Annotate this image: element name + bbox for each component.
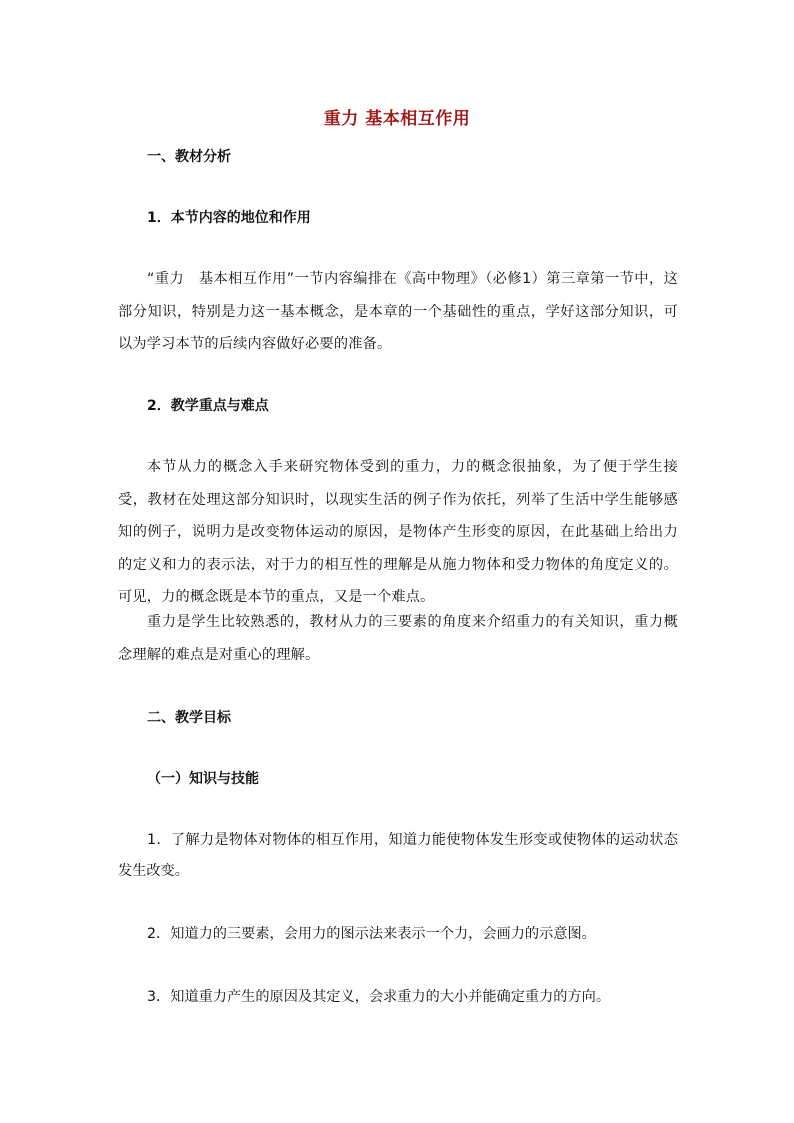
subheading-position-and-role: 1．本节内容的地位和作用 xyxy=(147,210,311,226)
list-item: 2．知道力的三要素，会用力的图示法来表示一个力，会画力的示意图。 xyxy=(147,926,596,942)
section-heading-teaching-objectives: 二、教学目标 xyxy=(147,710,231,726)
subheading-key-and-difficult-points: 2．教学重点与难点 xyxy=(147,398,269,414)
list-item: 3．知道重力产生的原因及其定义，会求重力的大小并能确定重力的方向。 xyxy=(147,989,611,1005)
paragraph-gravity-difficulty: 重力是学生比较熟悉的，教材从力的三要素的角度来介绍重力的有关知识，重力概念理解的难点是对重心的理解。 xyxy=(118,614,678,663)
paragraph-position-and-role: “重力 基本相互作用”一节内容编排在《高中物理》（必修1）第三章第一节中，这部分知识，特别是力这一基本概念，是本章的一个基础性的重点，学好这部分知识，可以为学习本节的后续内容做好必要的准备。 xyxy=(118,271,678,352)
paragraph-key-points: 本节从力的概念入手来研究物体受到的重力，力的概念很抽象，为了便于学生接受，教材在处理这部分知识时，以现实生活的例子作为依托，列举了生活中学生能够感知的例子，说明力是改变物体运动的原因，是物体产生形变的原因，在此基础上给出力的定义和力的表示法，对于力的相互性的理解是从施力物体和受力物体的角度定义的。可见，力的概念既是本节的重点，又是一个难点。 xyxy=(118,459,678,605)
list-item: 1．了解力是物体对物体的相互作用，知道力能使物体发生形变或使物体的运动状态发生改变。 xyxy=(118,832,678,879)
subheading-knowledge-and-skills: （一）知识与技能 xyxy=(147,771,259,787)
document-title: 重力 基本相互作用 xyxy=(323,109,471,129)
section-heading-textbook-analysis: 一、教材分析 xyxy=(147,149,231,165)
